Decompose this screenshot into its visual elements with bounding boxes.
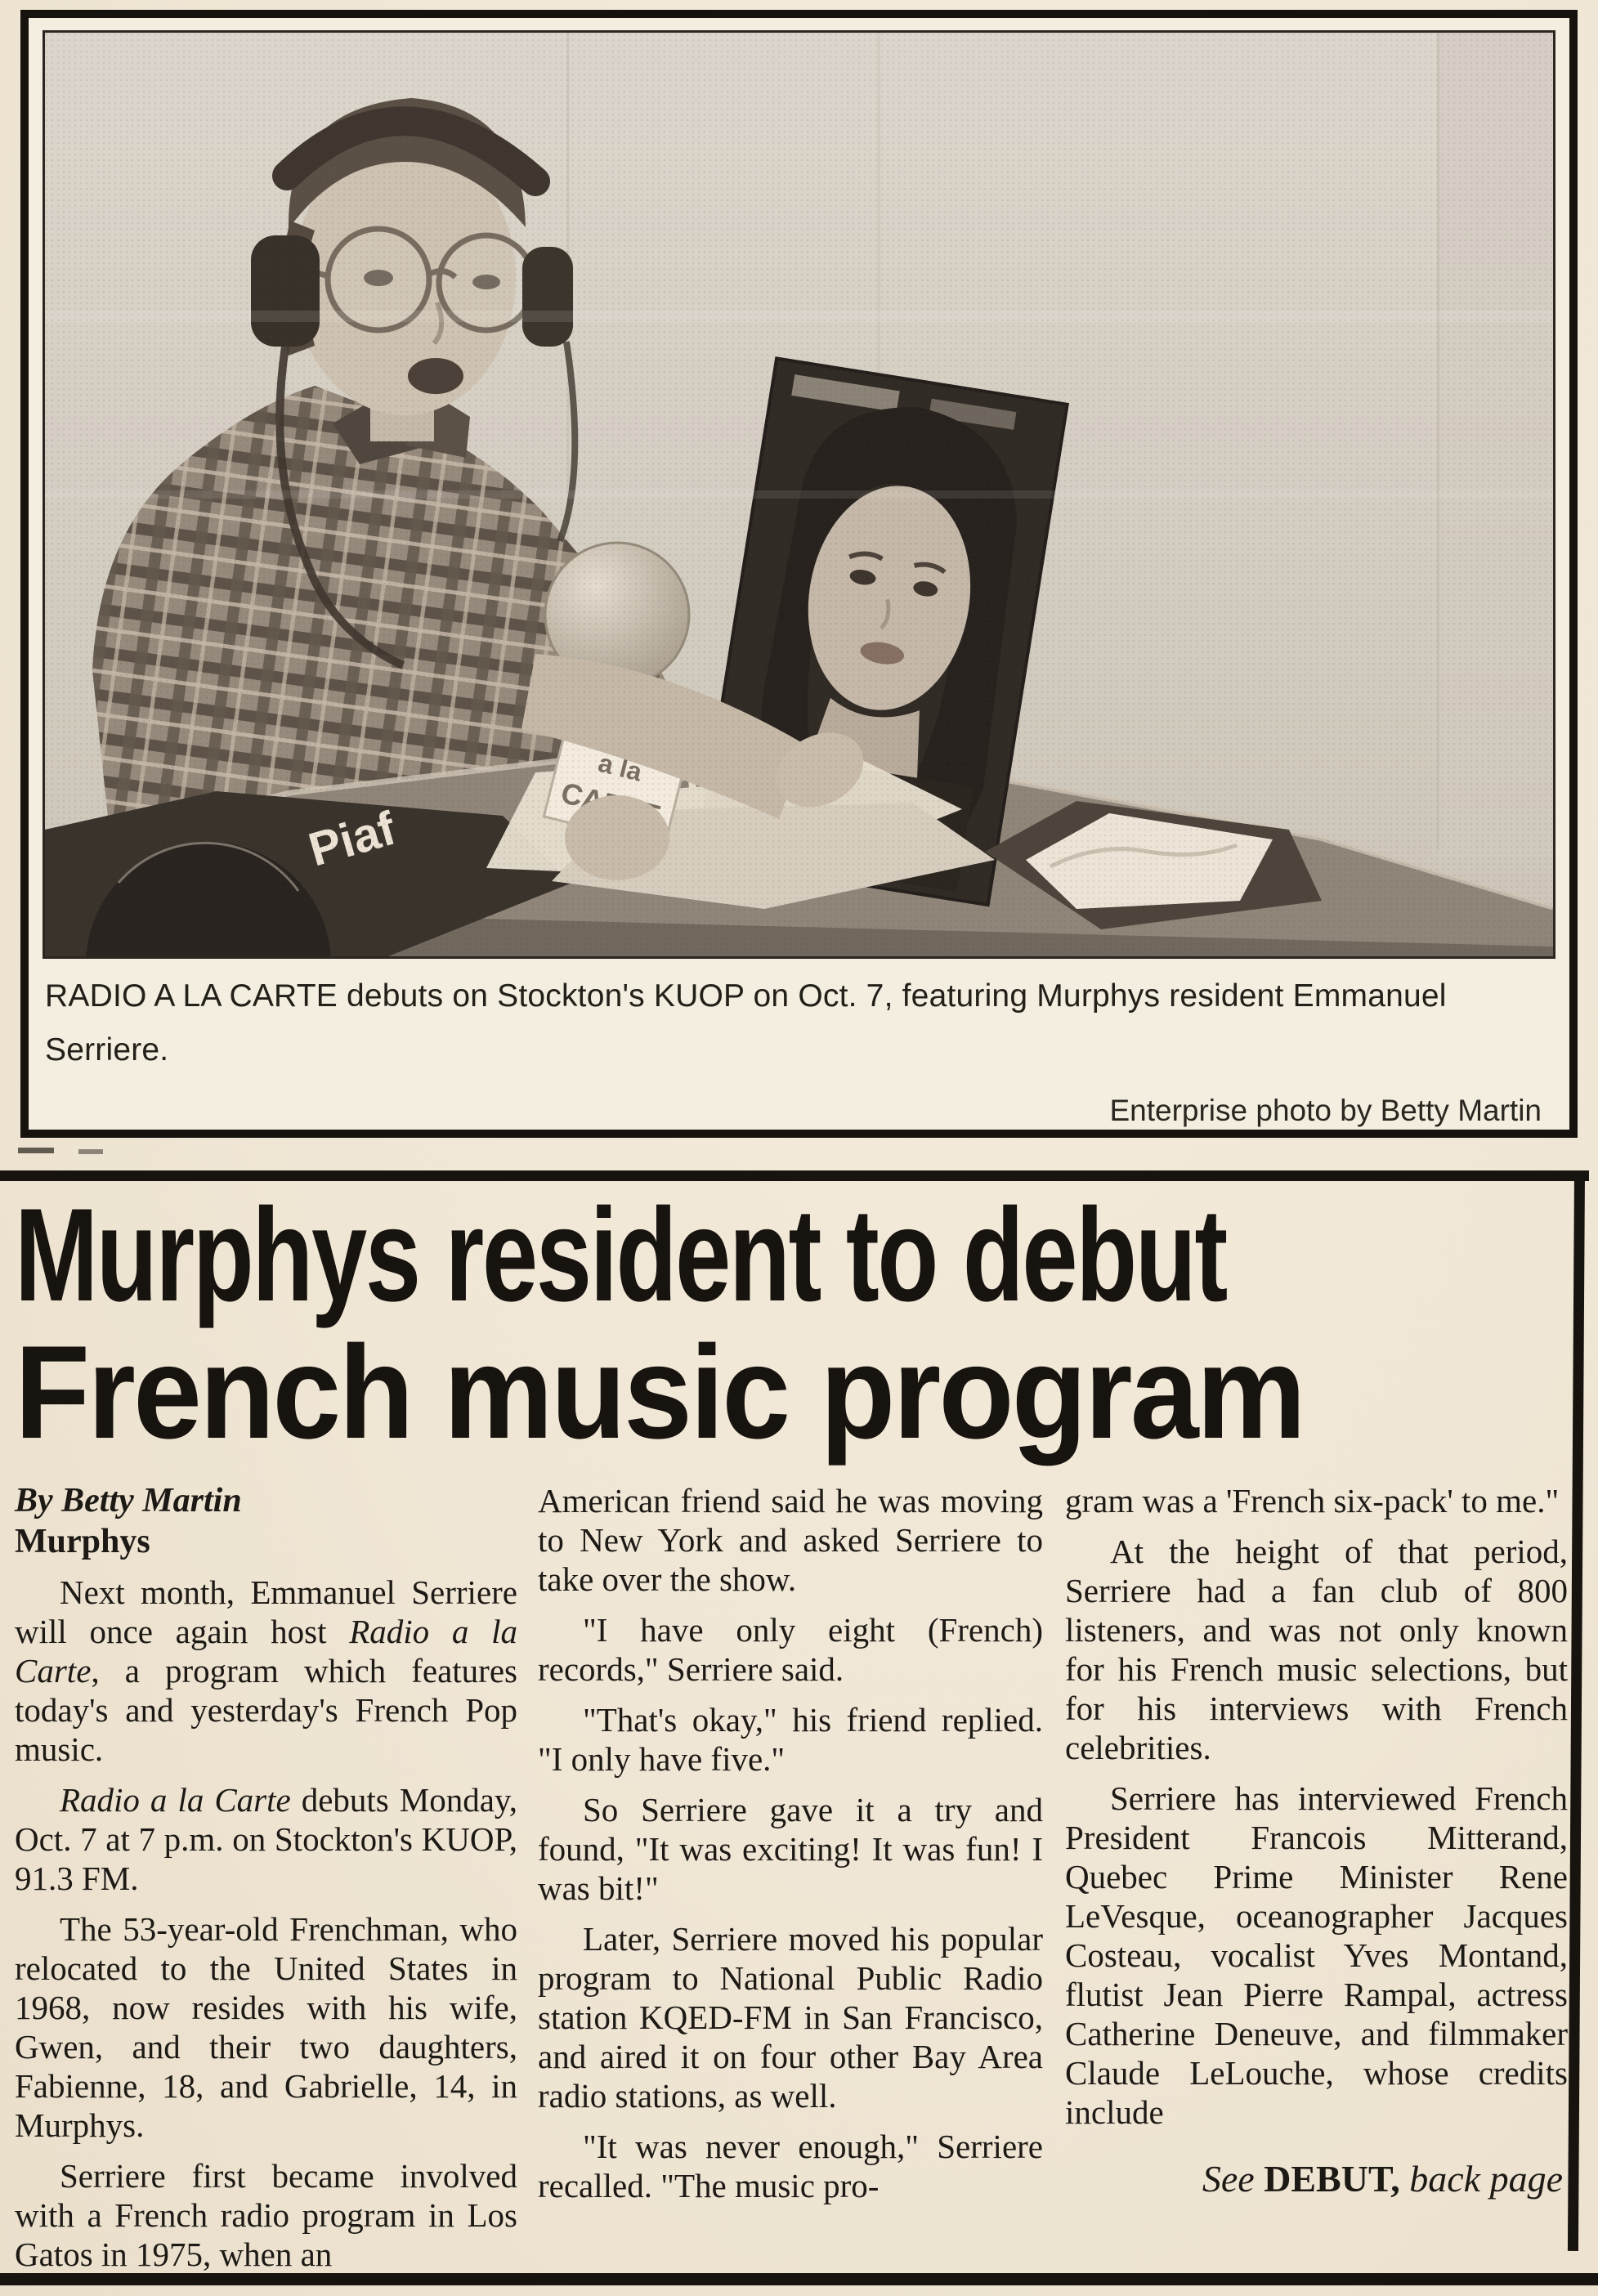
article-paragraph [538, 1481, 1043, 1599]
text-run: DEBUT, [1264, 2158, 1400, 2200]
article-paragraph [15, 1909, 517, 2145]
text-run: Serriere first became involved with a French radio program in Los Gatos in 1975, when an [15, 2157, 517, 2273]
headline-line-2: French music program [15, 1318, 1304, 1466]
text-run: , a program which features today's and yesterday's French Pop music. [15, 1652, 517, 1768]
radio-host-photo [45, 33, 1553, 956]
article-paragraph [15, 1780, 517, 1898]
text-run: Murphys [15, 1523, 150, 1560]
text-run: "I have only eight (French) records," Serriere said. [538, 1611, 1043, 1688]
column-2 [538, 1481, 1043, 2217]
text-run: Serriere has interviewed French President Francois Mitterand, Quebec Prime Minister Rene LeVesque, oceanographer Jacques Costeau, vocalist Yves Montand, flutist Jean Pierre Rampal, actress Catherine Deneuve, and filmmaker Claude LeLouche, whose credits include [1065, 1779, 1568, 2131]
article-paragraph [1065, 1779, 1568, 2132]
headline-line-1: Murphys resident to debut [15, 1181, 1226, 1329]
article-paragraph [15, 2156, 517, 2274]
text-run: "That's okay," his friend replied. "I only have five." [538, 1701, 1043, 1778]
text-run: "It was never enough," Serriere recalled. "The music pro- [538, 2128, 1043, 2204]
jumpline [1065, 2159, 1568, 2199]
article-paragraph [538, 2127, 1043, 2205]
text-run: Radio a la Carte [15, 1613, 517, 1690]
photo-caption: RADIO A LA CARTE debuts on Stockton's KUOP on Oct. 7, featuring Murphys resident Emmanuel Serriere. [45, 978, 1447, 1067]
text-run: Next month, Emmanuel Serriere will once again host [15, 1573, 517, 1650]
text-run: back page [1399, 2158, 1563, 2200]
article-paragraph [1065, 1532, 1568, 1767]
text-run: Radio a la Carte [60, 1781, 291, 1819]
article-paragraph [538, 1790, 1043, 1908]
scan-mark [18, 1148, 54, 1153]
section-rule-top [0, 1170, 1589, 1181]
photo-frame [20, 10, 1578, 1138]
column-3 [1065, 1481, 1568, 2210]
article-paragraph [538, 1610, 1043, 1689]
text-run: By Betty Martin [15, 1482, 242, 1519]
article-paragraph [538, 1919, 1043, 2115]
article-paragraph [15, 1573, 517, 1769]
scan-mark [78, 1149, 103, 1154]
text-run: So Serriere gave it a try and found, "It was exciting! It was fun! I was bit!" [538, 1791, 1043, 1907]
dateline [15, 1522, 517, 1561]
byline [15, 1481, 517, 1520]
text-run: gram was a 'French six-pack' to me." [1065, 1482, 1560, 1519]
text-run: At the height of that period, Serriere had a fan club of 800 listeners, and was not only known for his French music selections, but for his interviews with French celebrities. [1065, 1533, 1568, 1766]
photo-credit: Enterprise photo by Betty Martin [1109, 1094, 1542, 1127]
article-paragraph [538, 1700, 1043, 1779]
photo-illustration [45, 33, 1553, 956]
headline [15, 1181, 1598, 1466]
article-paragraph [1065, 1481, 1568, 1520]
text-run: See [1202, 2158, 1265, 2200]
text-run: The 53-year-old Frenchman, who relocated to the United States in 1968, now resides with his wife, Gwen, and their two daughters, Fabienne, 18, and Gabrielle, 14, in Murphys. [15, 1910, 517, 2144]
sepia-overlay [45, 33, 1553, 956]
text-run: debuts Monday, Oct. 7 at 7 p.m. on Stockton's KUOP, 91.3 FM. [15, 1781, 517, 1897]
text-run: Later, Serriere moved his popular program to National Public Radio station KQED-FM in San Francisco, and aired it on four other Bay Area radio stations, as well. [538, 1920, 1043, 2115]
text-run: American friend said he was moving to New York and asked Serriere to take over the show. [538, 1482, 1043, 1598]
column-1 [15, 1481, 517, 2285]
